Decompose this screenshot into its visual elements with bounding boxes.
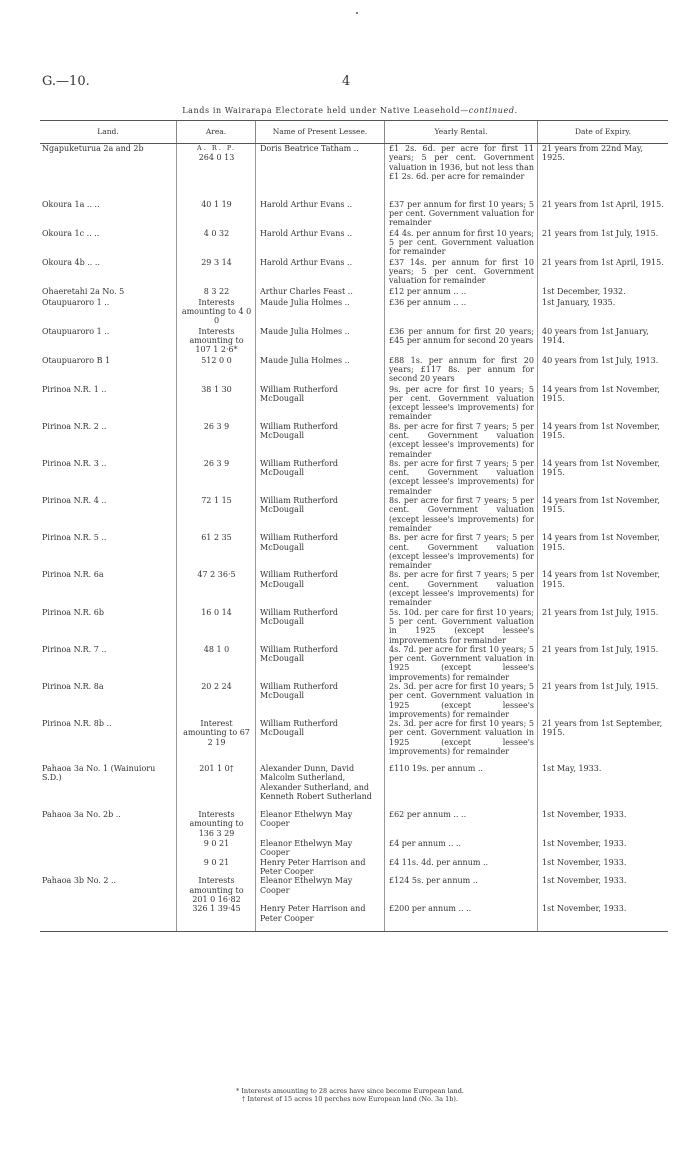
area-cell: 26 3 9 bbox=[177, 422, 256, 459]
rental-cell: £4 per annum .. .. bbox=[385, 839, 538, 858]
expiry-cell: 21 years from 1st April, 1915. bbox=[538, 200, 669, 229]
area-value: 264 0 13 bbox=[198, 153, 235, 163]
expiry-cell: 1st November, 1933. bbox=[538, 904, 669, 931]
land-cell: Pirinoa N.R. 7 .. bbox=[42, 644, 107, 654]
expiry-cell: 1st December, 1932. bbox=[538, 287, 669, 298]
land-cell: Otaupuaroro 1 .. bbox=[42, 326, 110, 336]
table-row bbox=[40, 839, 668, 858]
land-cell bbox=[40, 904, 177, 931]
lessee-cell: Harold Arthur Evans .. bbox=[256, 229, 385, 258]
area-cell: 40 1 19 bbox=[177, 200, 256, 229]
lessee-cell: William Rutherford McDougall bbox=[256, 570, 385, 607]
table-row bbox=[40, 144, 668, 200]
table-row bbox=[40, 298, 668, 327]
area-cell bbox=[177, 144, 256, 200]
expiry-cell: 21 years from 1st July, 1915. bbox=[538, 229, 669, 258]
rental-cell: 8s. per acre for first 7 years; 5 per cent. Government valuation (except lessee's improvements) for remainder bbox=[385, 459, 538, 496]
land-cell: Pirinoa N.R. 3 .. bbox=[42, 458, 107, 468]
area-cell: 8 3 22 bbox=[177, 287, 256, 298]
rental-cell: £1 2s. 6d. per acre for first 11 years; 5 per cent. Government valuation in 1936, but not less than £1 2s. 6d. per acre for remainder bbox=[385, 144, 538, 200]
lessee-cell: William Rutherford McDougall bbox=[256, 533, 385, 570]
area-cell: 512 0 0 bbox=[177, 356, 256, 385]
area-cell: Interests amounting to 136 3 29 bbox=[177, 810, 256, 839]
land-cell: Pirinoa N.R. 6a bbox=[42, 570, 104, 580]
table-title-text: Lands in Wairarapa Electorate held under Native Leasehold— bbox=[182, 106, 469, 115]
area-cell: 48 1 0 bbox=[177, 645, 256, 682]
rental-cell: 2s. 3d. per acre for first 10 years; 5 per cent. Government valuation in 1925 (except lessee's improvements) for remainder bbox=[385, 719, 538, 764]
table-row bbox=[40, 904, 668, 931]
rental-cell: 5s. 10d. per care for first 10 years; 5 per cent. Government valuation in 1925 (except lessee's improvements for remainder bbox=[385, 608, 538, 645]
land-cell: Pirinoa N.R. 8a bbox=[42, 682, 104, 691]
land-cell: Pirinoa N.R. 2 .. bbox=[42, 421, 107, 431]
land-cell: Otaupuaroro 1 .. bbox=[42, 297, 110, 307]
lessee-cell: William Rutherford McDougall bbox=[256, 719, 385, 764]
area-cell: Interests amounting to 107 1 2·6* bbox=[177, 327, 256, 356]
rental-cell: 2s. 3d. per acre for first 10 years; 5 per cent. Government valuation in 1925 (except lessee's improvements) for remainder bbox=[385, 682, 538, 719]
area-cell: 4 0 32 bbox=[177, 229, 256, 258]
rental-cell: 4s. 7d. per acre for first 10 years; 5 per cent. Government valuation in 1925 (except lessee's improvements) for remainder bbox=[385, 645, 538, 682]
lessee-cell: Arthur Charles Feast .. bbox=[256, 287, 385, 298]
table-row bbox=[40, 764, 668, 810]
land-cell bbox=[40, 858, 177, 877]
expiry-cell: 1st January, 1935. bbox=[538, 298, 669, 327]
area-cell: 61 2 35 bbox=[177, 533, 256, 570]
rental-cell: £37 per annum for first 10 years; 5 per cent. Government valuation for remainder bbox=[385, 200, 538, 229]
expiry-cell: 14 years from 1st November, 1915. bbox=[538, 570, 669, 607]
table-row bbox=[40, 608, 668, 645]
rental-cell: £88 1s. per annum for first 20 years; £117 8s. per annum for second 20 years bbox=[385, 356, 538, 385]
leasehold-table bbox=[40, 120, 668, 932]
expiry-cell: 40 years from 1st July, 1913. bbox=[538, 356, 669, 385]
page-mark bbox=[356, 12, 358, 14]
footnote: * Interests amounting to 28 acres have since become European land. bbox=[236, 1087, 464, 1095]
area-cell: 201 1 0† bbox=[177, 764, 256, 810]
rental-cell: £124 5s. per annum .. bbox=[385, 876, 538, 904]
table-body bbox=[40, 144, 668, 932]
table-row bbox=[40, 682, 668, 719]
expiry-cell: 21 years from 1st September, 1915. bbox=[538, 719, 669, 764]
lessee-cell: Eleanor Ethelwyn May Cooper bbox=[256, 876, 385, 904]
lessee-cell: Eleanor Ethelwyn May Cooper bbox=[256, 810, 385, 839]
area-cell: 47 2 36·5 bbox=[177, 570, 256, 607]
land-cell bbox=[40, 839, 177, 858]
land-cell: Otaupuaroro B 1 bbox=[42, 355, 111, 365]
footnotes bbox=[0, 1087, 700, 1103]
rental-cell: £36 per annum for first 20 years; £45 per annum for second 20 years bbox=[385, 327, 538, 356]
rental-cell: £37 14s. per annum for first 10 years; 5 per cent. Government valuation for remainder bbox=[385, 258, 538, 287]
area-cell: 9 0 21 bbox=[177, 858, 256, 877]
expiry-cell: 14 years from 1st November, 1915. bbox=[538, 459, 669, 496]
area-cell: 26 3 9 bbox=[177, 459, 256, 496]
table-row bbox=[40, 356, 668, 385]
expiry-cell: 14 years from 1st November, 1915. bbox=[538, 385, 669, 422]
table-title-continued: continued. bbox=[468, 106, 518, 115]
rental-cell: £4 4s. per annum for first 10 years; 5 per cent. Government valuation for remainder bbox=[385, 229, 538, 258]
area-cell: 29 3 14 bbox=[177, 258, 256, 287]
lessee-cell: Harold Arthur Evans .. bbox=[256, 200, 385, 229]
lessee-cell: Maude Julia Holmes .. bbox=[256, 356, 385, 385]
lessee-cell: Doris Beatrice Tatham .. bbox=[256, 144, 385, 200]
rental-cell: £62 per annum .. .. bbox=[385, 810, 538, 839]
lessee-cell: Alexander Dunn, David Malcolm Sutherland, Alexander Sutherland, and Kenneth Robert Sutherland bbox=[256, 764, 385, 810]
land-cell: Pirinoa N.R. 1 .. bbox=[42, 384, 107, 394]
table-row bbox=[40, 422, 668, 459]
lessee-cell: William Rutherford McDougall bbox=[256, 608, 385, 645]
page-number: 4 bbox=[342, 74, 351, 89]
rental-cell: £200 per annum .. .. bbox=[385, 904, 538, 931]
land-cell: Ngapuketurua 2a and 2b bbox=[42, 144, 144, 153]
column-header-expiry: Date of Expiry. bbox=[538, 121, 669, 144]
table-row bbox=[40, 496, 668, 533]
expiry-cell: 1st May, 1933. bbox=[538, 764, 669, 810]
area-cell: Interests amounting to 4 0 0 bbox=[177, 298, 256, 327]
lessee-cell: Eleanor Ethelwyn May Cooper bbox=[256, 839, 385, 858]
expiry-cell: 21 years from 1st July, 1915. bbox=[538, 645, 669, 682]
area-cell: 16 0 14 bbox=[177, 608, 256, 645]
lessee-cell: Maude Julia Holmes .. bbox=[256, 298, 385, 327]
land-cell: Pahaoa 3a No. 1 (Wainuioru S.D.) bbox=[42, 764, 156, 783]
expiry-cell: 14 years from 1st November, 1915. bbox=[538, 496, 669, 533]
column-header-area: Area. bbox=[177, 121, 256, 144]
rental-cell: 8s. per acre for first 7 years; 5 per cent. Government valuation (except lessee's improvements) for remainder bbox=[385, 533, 538, 570]
expiry-cell: 1st November, 1933. bbox=[538, 876, 669, 904]
table-row bbox=[40, 570, 668, 607]
area-cell: Interests amounting to 201 0 16·82 bbox=[177, 876, 256, 904]
expiry-cell: 21 years from 22nd May, 1925. bbox=[538, 144, 669, 200]
expiry-cell: 1st November, 1933. bbox=[538, 858, 669, 877]
rental-cell: 8s. per acre for first 7 years; 5 per cent. Government valuation (except lessee's improvements) for remainder bbox=[385, 570, 538, 607]
area-cell: 72 1 15 bbox=[177, 496, 256, 533]
lessee-cell: William Rutherford McDougall bbox=[256, 682, 385, 719]
lessee-cell: William Rutherford McDougall bbox=[256, 459, 385, 496]
rental-cell: 9s. per acre for first 10 years; 5 per cent. Government valuation (except lessee's improvements) for remainder bbox=[385, 385, 538, 422]
table-row bbox=[40, 858, 668, 877]
lessee-cell: Harold Arthur Evans .. bbox=[256, 258, 385, 287]
expiry-cell: 1st November, 1933. bbox=[538, 810, 669, 839]
expiry-cell: 21 years from 1st July, 1915. bbox=[538, 608, 669, 645]
expiry-cell: 14 years from 1st November, 1915. bbox=[538, 422, 669, 459]
table-header-row bbox=[40, 121, 668, 144]
land-cell: Okoura 1a .. .. bbox=[42, 199, 100, 209]
column-header-lessee: Name of Present Lessee. bbox=[256, 121, 385, 144]
footnote: † Interest of 15 acres 10 perches now European land (No. 3a 1b). bbox=[242, 1095, 458, 1103]
rental-cell: £36 per annum .. .. bbox=[385, 298, 538, 327]
table-row bbox=[40, 719, 668, 764]
land-cell: Pahaoa 3a No. 2b .. bbox=[42, 810, 121, 820]
land-cell: Pirinoa N.R. 4 .. bbox=[42, 496, 107, 506]
rental-cell: 8s. per acre for first 7 years; 5 per cent. Government valuation (except lessee's improvements) for remainder bbox=[385, 496, 538, 533]
table-row bbox=[40, 876, 668, 904]
rental-cell: £12 per annum .. .. bbox=[385, 287, 538, 298]
lessee-cell: Henry Peter Harrison and Peter Cooper bbox=[256, 858, 385, 877]
table-row bbox=[40, 810, 668, 839]
table-row bbox=[40, 459, 668, 496]
area-cell: 20 2 24 bbox=[177, 682, 256, 719]
column-header-rental: Yearly Rental. bbox=[385, 121, 538, 144]
land-cell: Okoura 4b .. .. bbox=[42, 257, 100, 267]
area-cell: Interest amounting to 67 2 19 bbox=[177, 719, 256, 764]
table-row bbox=[40, 645, 668, 682]
lessee-cell: Henry Peter Harrison and Peter Cooper bbox=[256, 904, 385, 931]
table-row bbox=[40, 533, 668, 570]
table-row bbox=[40, 258, 668, 287]
column-header-land: Land. bbox=[40, 121, 177, 144]
lessee-cell: William Rutherford McDougall bbox=[256, 645, 385, 682]
area-cell: 38 1 30 bbox=[177, 385, 256, 422]
land-cell: Pirinoa N.R. 6b bbox=[42, 607, 104, 617]
area-cell: 9 0 21 bbox=[177, 839, 256, 858]
lessee-cell: Maude Julia Holmes .. bbox=[256, 327, 385, 356]
table-row bbox=[40, 327, 668, 356]
area-cell: 326 1 39·45 bbox=[177, 904, 256, 931]
table-row bbox=[40, 287, 668, 298]
rental-cell: £4 11s. 4d. per annum .. bbox=[385, 858, 538, 877]
expiry-cell: 21 years from 1st April, 1915. bbox=[538, 258, 669, 287]
expiry-cell: 40 years from 1st January, 1914. bbox=[538, 327, 669, 356]
rental-cell: 8s. per acre for first 7 years; 5 per cent. Government valuation (except lessee's improvements) for remainder bbox=[385, 422, 538, 459]
lessee-cell: William Rutherford McDougall bbox=[256, 496, 385, 533]
expiry-cell: 21 years from 1st July, 1915. bbox=[538, 682, 669, 719]
lessee-cell: William Rutherford McDougall bbox=[256, 422, 385, 459]
expiry-cell: 1st November, 1933. bbox=[538, 839, 669, 858]
expiry-cell: 14 years from 1st November, 1915. bbox=[538, 533, 669, 570]
land-cell: Okoura 1c .. .. bbox=[42, 228, 100, 238]
lessee-cell: William Rutherford McDougall bbox=[256, 385, 385, 422]
report-id: G.—10. bbox=[42, 74, 90, 89]
land-cell: Pirinoa N.R. 8b .. bbox=[42, 719, 112, 729]
table-row bbox=[40, 200, 668, 229]
land-cell: Pirinoa N.R. 5 .. bbox=[42, 533, 107, 543]
rental-cell: £110 19s. per annum .. bbox=[385, 764, 538, 810]
table-row bbox=[40, 229, 668, 258]
table-title bbox=[0, 106, 700, 115]
land-cell: Ohaeretahi 2a No. 5 bbox=[42, 286, 125, 296]
area-units-label: A. R. P. bbox=[197, 144, 236, 152]
land-cell: Pahaoa 3b No. 2 .. bbox=[42, 876, 117, 886]
table-row bbox=[40, 385, 668, 422]
